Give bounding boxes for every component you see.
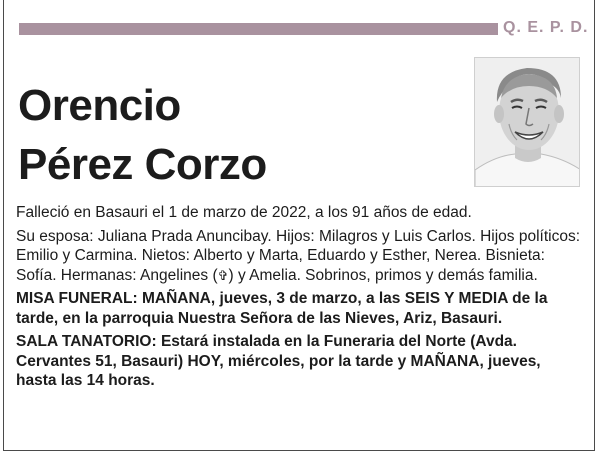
obituary-body	[16, 203, 582, 395]
death-notice: Falleció en Basauri el 1 de marzo de 2022, a los 91 años de edad.	[16, 204, 472, 221]
deceased-first-name: Orencio	[18, 81, 181, 130]
family-list	[16, 227, 582, 286]
portrait-illustration	[475, 58, 580, 187]
family-list-part-2: ) y Amelia. Sobrinos, primos y demás familia.	[228, 266, 538, 284]
family-list-part-1: Su esposa: Juliana Prada Anuncibay. Hijos: Milagros y Luis Carlos. Hijos políticos: Emilio y Carmina. Nietos: Alberto y Marta, Eduardo y Esther, Nerea. Bisnieta: Sofía. Hermanas: Angelines (	[16, 227, 581, 284]
deceased-surnames: Pérez Corzo	[18, 140, 267, 189]
qepd-label: Q. E. P. D.	[503, 19, 589, 36]
portrait-photo	[474, 57, 580, 187]
wake-notice: SALA TANATORIO: Estará instalada en la Funeraria del Norte (Avda. Cervantes 51, Basauri) HOY, miércoles, por la tarde y MAÑANA, jueves, hasta las 14 horas.	[16, 333, 541, 389]
header-bar	[19, 23, 498, 35]
cross-icon: ✞	[217, 267, 229, 283]
funeral-mass-notice: MISA FUNERAL: MAÑANA, jueves, 3 de marzo, a las SEIS Y MEDIA de la tarde, en la parroquia Nuestra Señora de las Nieves, Ariz, Basauri.	[16, 290, 548, 327]
